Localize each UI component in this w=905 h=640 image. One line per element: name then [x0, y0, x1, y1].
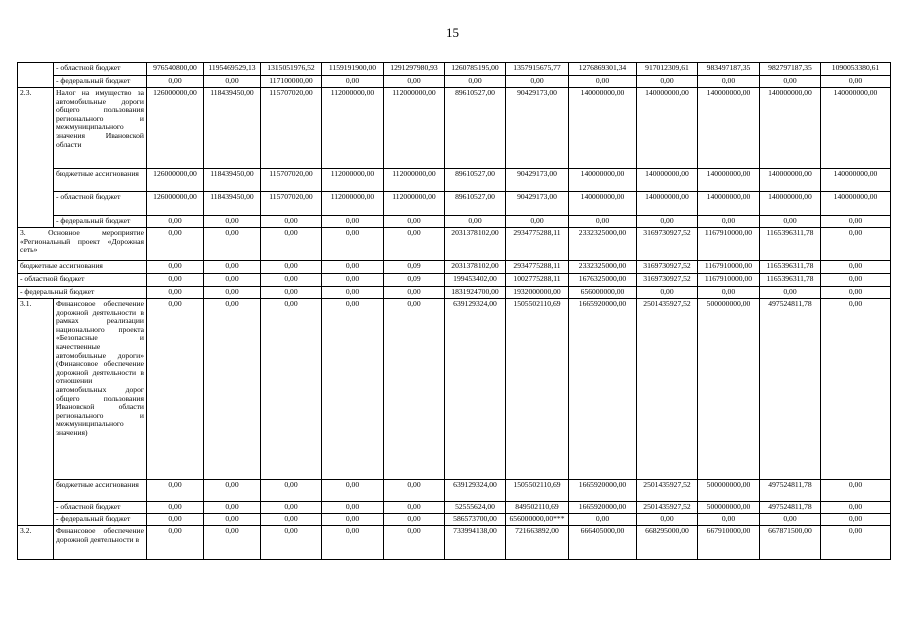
row-label: бюджетные ассигнования: [18, 261, 147, 274]
value-cell: 1195469529,13: [204, 63, 261, 76]
row-label: - федеральный бюджет: [54, 514, 147, 526]
value-cell: 0,00: [821, 261, 891, 274]
value-cell: 0,00: [204, 261, 261, 274]
value-cell: 140000000,00: [760, 169, 821, 192]
value-cell: 52555624,00: [445, 502, 506, 514]
value-cell: 0,00: [698, 287, 760, 299]
value-cell: 983497187,35: [698, 63, 760, 76]
budget-table: [17, 62, 891, 560]
row-label: - областной бюджет: [54, 192, 147, 216]
value-cell: 3169730927,52: [637, 228, 698, 261]
value-cell: 0,00: [821, 299, 891, 480]
row-label: - федеральный бюджет: [18, 287, 147, 299]
page-number: 15: [446, 25, 459, 40]
value-cell: 112000000,00: [384, 169, 445, 192]
value-cell: 115707020,00: [261, 88, 322, 169]
value-cell: 721663892,00: [506, 526, 569, 560]
value-cell: 0,00: [204, 299, 261, 480]
value-cell: 666405000,00: [569, 526, 637, 560]
value-cell: 0,00: [637, 76, 698, 88]
value-cell: 2031378102,00: [445, 261, 506, 274]
table-row: [18, 274, 891, 287]
value-cell: 0,00: [204, 228, 261, 261]
value-cell: 0,00: [147, 274, 204, 287]
value-cell: 140000000,00: [637, 88, 698, 169]
value-cell: 0,00: [760, 216, 821, 228]
value-cell: 140000000,00: [637, 169, 698, 192]
value-cell: 0,00: [261, 261, 322, 274]
value-cell: 0,00: [261, 287, 322, 299]
value-cell: 0,00: [261, 274, 322, 287]
row-label: 3. Основное мероприятие «Региональный проект «Дорожная сеть»: [18, 228, 147, 261]
value-cell: 0,00: [384, 228, 445, 261]
value-cell: 0,00: [760, 514, 821, 526]
value-cell: 90429173,00: [506, 169, 569, 192]
value-cell: 0,00: [147, 502, 204, 514]
value-cell: 140000000,00: [698, 88, 760, 169]
value-cell: 0,00: [261, 526, 322, 560]
value-cell: 1167910000,00: [698, 261, 760, 274]
value-cell: 0,00: [261, 502, 322, 514]
value-cell: 0,00: [384, 480, 445, 502]
value-cell: 1291297980,93: [384, 63, 445, 76]
value-cell: 0,00: [147, 216, 204, 228]
row-label: - областной бюджет: [54, 63, 147, 76]
value-cell: 497524811,78: [760, 299, 821, 480]
value-cell: 849502110,69: [506, 502, 569, 514]
table-row: [18, 502, 891, 514]
value-cell: 126000000,00: [147, 169, 204, 192]
value-cell: 0,00: [698, 216, 760, 228]
value-cell: 1276869301,34: [569, 63, 637, 76]
value-cell: 0,00: [821, 216, 891, 228]
value-cell: 115707020,00: [261, 169, 322, 192]
table-row: [18, 287, 891, 299]
value-cell: 639129324,00: [445, 299, 506, 480]
value-cell: 0,00: [384, 299, 445, 480]
value-cell: 115707020,00: [261, 192, 322, 216]
value-cell: 0,00: [821, 76, 891, 88]
value-cell: 1260785195,00: [445, 63, 506, 76]
value-cell: 2501435927,52: [637, 480, 698, 502]
value-cell: 89610527,00: [445, 169, 506, 192]
value-cell: 1665920000,00: [569, 502, 637, 514]
value-cell: 0,00: [322, 287, 384, 299]
value-cell: 0,00: [384, 526, 445, 560]
value-cell: 2332325000,00: [569, 228, 637, 261]
value-cell: 140000000,00: [569, 169, 637, 192]
table-row: [18, 169, 891, 192]
value-cell: 140000000,00: [760, 192, 821, 216]
value-cell: 0,00: [261, 216, 322, 228]
value-cell: 140000000,00: [569, 192, 637, 216]
value-cell: 0,00: [322, 228, 384, 261]
value-cell: 656000000,00: [569, 287, 637, 299]
value-cell: 0,00: [760, 76, 821, 88]
value-cell: 0,00: [384, 502, 445, 514]
value-cell: 0,00: [322, 514, 384, 526]
value-cell: 0,09: [384, 261, 445, 274]
value-cell: 0,00: [821, 480, 891, 502]
value-cell: 0,00: [204, 502, 261, 514]
value-cell: 90429173,00: [506, 192, 569, 216]
value-cell: 667910000,00: [698, 526, 760, 560]
value-cell: 118439450,00: [204, 192, 261, 216]
value-cell: 2031378102,00: [445, 228, 506, 261]
value-cell: 140000000,00: [760, 88, 821, 169]
row-number-cell: [18, 63, 54, 88]
value-cell: 2501435927,52: [637, 299, 698, 480]
value-cell: 500000000,00: [698, 299, 760, 480]
table-row: [18, 216, 891, 228]
value-cell: 982797187,35: [760, 63, 821, 76]
value-cell: 112000000,00: [322, 88, 384, 169]
value-cell: 0,00: [147, 76, 204, 88]
value-cell: 0,00: [569, 216, 637, 228]
row-label: Финансовое обеспечение дорожной деятельности в: [54, 526, 147, 560]
value-cell: 1505502110,69: [506, 480, 569, 502]
table-row: [18, 76, 891, 88]
value-cell: 0,00: [384, 76, 445, 88]
value-cell: 0,00: [147, 514, 204, 526]
value-cell: 0,00: [384, 216, 445, 228]
value-cell: 0,00: [637, 514, 698, 526]
value-cell: 90429173,00: [506, 88, 569, 169]
value-cell: 140000000,00: [637, 192, 698, 216]
value-cell: 0,00: [204, 514, 261, 526]
value-cell: 0,00: [147, 526, 204, 560]
value-cell: 1159191900,00: [322, 63, 384, 76]
value-cell: 0,00: [698, 514, 760, 526]
value-cell: 497524811,78: [760, 480, 821, 502]
value-cell: 586573700,00: [445, 514, 506, 526]
value-cell: 0,00: [322, 502, 384, 514]
value-cell: 1505502110,69: [506, 299, 569, 480]
value-cell: 0,00: [147, 287, 204, 299]
value-cell: 0,00: [322, 274, 384, 287]
value-cell: 117100000,00: [261, 76, 322, 88]
value-cell: 0,00: [147, 480, 204, 502]
value-cell: 733994138,00: [445, 526, 506, 560]
value-cell: 0,00: [760, 287, 821, 299]
value-cell: 3169730927,52: [637, 261, 698, 274]
value-cell: 3169730927,52: [637, 274, 698, 287]
value-cell: 1165396311,78: [760, 261, 821, 274]
row-label: - областной бюджет: [54, 502, 147, 514]
value-cell: 126000000,00: [147, 192, 204, 216]
value-cell: 0,00: [261, 480, 322, 502]
value-cell: 1165396311,78: [760, 274, 821, 287]
value-cell: 0,00: [506, 76, 569, 88]
value-cell: 89610527,00: [445, 88, 506, 169]
value-cell: 1665920000,00: [569, 480, 637, 502]
table-row: [18, 228, 891, 261]
value-cell: 0,00: [322, 480, 384, 502]
row-label: - федеральный бюджет: [54, 216, 147, 228]
value-cell: 0,00: [445, 76, 506, 88]
table-row: [18, 514, 891, 526]
value-cell: 1831924700,00: [445, 287, 506, 299]
value-cell: 0,00: [322, 526, 384, 560]
row-number: 3.2.: [18, 526, 54, 560]
value-cell: 0,00: [506, 216, 569, 228]
value-cell: 0,00: [821, 502, 891, 514]
value-cell: 1167910000,00: [698, 228, 760, 261]
value-cell: 0,00: [637, 287, 698, 299]
row-label: Налог на имущество за автомобильные дороги общего пользования регионального и межмуниципального значения Ивановской области: [54, 88, 147, 169]
value-cell: 0,00: [147, 299, 204, 480]
value-cell: 0,00: [322, 216, 384, 228]
value-cell: 1165396311,78: [760, 228, 821, 261]
row-number: 3.1.: [18, 299, 54, 526]
value-cell: 2934775288,11: [506, 261, 569, 274]
value-cell: 1002775288,11: [506, 274, 569, 287]
table-row: [18, 526, 891, 560]
value-cell: 0,00: [322, 76, 384, 88]
value-cell: 89610527,00: [445, 192, 506, 216]
value-cell: 0,00: [821, 228, 891, 261]
value-cell: 1932000000,00: [506, 287, 569, 299]
value-cell: 0,00: [821, 287, 891, 299]
value-cell: 199453402,00: [445, 274, 506, 287]
value-cell: 1090053380,61: [821, 63, 891, 76]
value-cell: 0,00: [821, 526, 891, 560]
value-cell: 1167910000,00: [698, 274, 760, 287]
table-row: [18, 299, 891, 480]
value-cell: 2332325000,00: [569, 261, 637, 274]
value-cell: 0,09: [384, 274, 445, 287]
value-cell: 1315051976,52: [261, 63, 322, 76]
table-row: [18, 261, 891, 274]
row-label: - федеральный бюджет: [54, 76, 147, 88]
value-cell: 0,00: [147, 228, 204, 261]
value-cell: 2501435927,52: [637, 502, 698, 514]
value-cell: 140000000,00: [821, 192, 891, 216]
table-row: [18, 88, 891, 169]
row-label: бюджетные ассигнования: [54, 480, 147, 502]
value-cell: 118439450,00: [204, 88, 261, 169]
value-cell: 0,00: [204, 287, 261, 299]
value-cell: 140000000,00: [821, 88, 891, 169]
value-cell: 500000000,00: [698, 480, 760, 502]
value-cell: 976540800,00: [147, 63, 204, 76]
value-cell: 112000000,00: [322, 192, 384, 216]
value-cell: 0,00: [569, 514, 637, 526]
value-cell: 0,00: [569, 76, 637, 88]
row-label: бюджетные ассигнования: [54, 169, 147, 192]
value-cell: 917012309,61: [637, 63, 698, 76]
value-cell: 1357915675,77: [506, 63, 569, 76]
value-cell: 0,00: [322, 261, 384, 274]
table-row: [18, 63, 891, 76]
table-row: [18, 192, 891, 216]
value-cell: 2934775288,11: [506, 228, 569, 261]
row-number: 2.3.: [18, 88, 54, 228]
value-cell: 0,00: [322, 299, 384, 480]
value-cell: 140000000,00: [698, 169, 760, 192]
value-cell: 0,00: [821, 274, 891, 287]
value-cell: 0,00: [204, 216, 261, 228]
value-cell: 140000000,00: [569, 88, 637, 169]
value-cell: 0,00: [261, 228, 322, 261]
value-cell: 0,00: [204, 526, 261, 560]
value-cell: 667871500,00: [760, 526, 821, 560]
value-cell: 0,00: [637, 216, 698, 228]
value-cell: 0,00: [445, 216, 506, 228]
row-label: - областной бюджет: [18, 274, 147, 287]
value-cell: 112000000,00: [322, 169, 384, 192]
value-cell: 118439450,00: [204, 169, 261, 192]
value-cell: 0,00: [261, 299, 322, 480]
value-cell: 0,00: [384, 287, 445, 299]
value-cell: 1665920000,00: [569, 299, 637, 480]
value-cell: 0,00: [147, 261, 204, 274]
value-cell: 0,00: [384, 514, 445, 526]
table-row: [18, 480, 891, 502]
value-cell: 0,00: [204, 76, 261, 88]
value-cell: 0,00: [821, 514, 891, 526]
value-cell: 639129324,00: [445, 480, 506, 502]
value-cell: 500000000,00: [698, 502, 760, 514]
value-cell: 0,00: [204, 480, 261, 502]
value-cell: 112000000,00: [384, 88, 445, 169]
value-cell: 656000000,00***: [506, 514, 569, 526]
value-cell: 112000000,00: [384, 192, 445, 216]
value-cell: 0,00: [261, 514, 322, 526]
row-label: Финансовое обеспечение дорожной деятельности в рамках реализации национального проекта «Безопасные и качественные автомобильные дороги» (Финансовое обеспечение дорожной деятельности в отношении автомобильных дорог общего пользования Ивановской области регионального и межмуниципального значения): [54, 299, 147, 480]
value-cell: 0,00: [204, 274, 261, 287]
value-cell: 140000000,00: [821, 169, 891, 192]
value-cell: 126000000,00: [147, 88, 204, 169]
value-cell: 1676325000,00: [569, 274, 637, 287]
value-cell: 668295000,00: [637, 526, 698, 560]
value-cell: 497524811,78: [760, 502, 821, 514]
value-cell: 140000000,00: [698, 192, 760, 216]
value-cell: 0,00: [698, 76, 760, 88]
